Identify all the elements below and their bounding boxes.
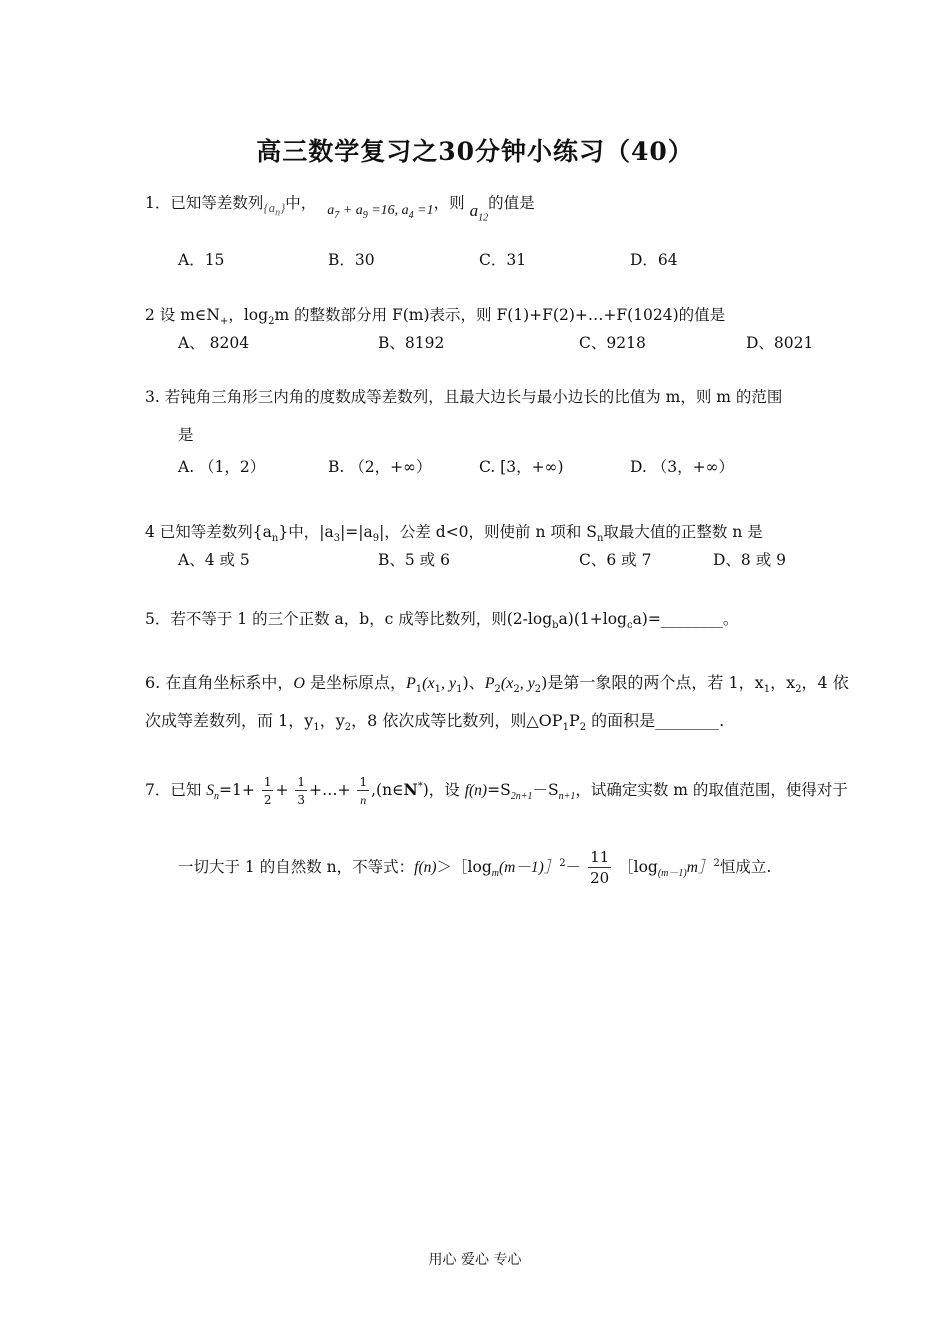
option-b: B、5 或 6 — [378, 551, 450, 569]
page-footer: 用心 爱心 专心 — [428, 1252, 522, 1268]
question-3-line-2: 是 — [178, 426, 194, 444]
option-b: B. （2，+∞） — [328, 458, 432, 476]
question-2: 2 设 $m\in N_+$，$\log_2m$ 的整数部分用 F(m)表示，则 F(1)+F(2)+…+F(1024)的值是 — [145, 306, 726, 328]
option-b: B、8192 — [378, 334, 445, 352]
option-c: C．31 — [479, 251, 527, 269]
option-d: D、8021 — [746, 334, 814, 352]
question-6-line-2: 次成等差数列，而 1，$y_1$，$y_2$，8 依次成等比数列，则$\triangle OP_1P_2$ 的面积是________. — [145, 711, 725, 734]
option-c: C、6 或 7 — [579, 551, 652, 569]
question-5: 5．若不等于 1 的三个正数 a，b，c 成等比数列，则$(2-\log_ba)(1+\log_ca)=\_\_\_\_\_\_\_\_$。 — [145, 610, 739, 632]
question-3-line-1: 3. 若钝角三角形三内角的度数成等差数列，且最大边长与最小边长的比值为 m，则 m 的范围 — [145, 388, 783, 406]
fraction-one-third: $\frac{1}{3}$ — [297, 775, 306, 807]
option-a: A、 8204 — [178, 334, 250, 352]
option-c: C、9218 — [579, 334, 646, 352]
question-6-line-1: 6. 在直角坐标系中，O 是坐标原点，$P_1(x_1$, $y_1$)、$P_2(x_2$, $y_2$)是第一象限的两个点，若 1，$x_1$，$x_2$，4 依 — [145, 673, 849, 696]
option-d: D．64 — [630, 251, 678, 269]
question-text: 的值是 — [488, 194, 535, 212]
sequence-notation: {an} — [263, 200, 286, 219]
question-4: 4 已知等差数列$\{a_n\}$中，$|a_3|=|a_9|$，公差 d<0，则使前 n 项和 $S_n$取最大值的正整数 n 是 — [145, 523, 763, 545]
question-number: 1． — [145, 194, 171, 212]
question-1 — [145, 191, 535, 223]
option-b: B．30 — [328, 251, 375, 269]
question-7-line-2: 一切大于 1 的自然数 n，不等式：$f(n)>[\log_m(m-1)]^2-$ $\frac{11}{20}$ $[\log_{(m-1)}m]^2$恒成立. — [178, 848, 772, 887]
page-title: 高三数学复习之30分钟小练习（40） — [256, 137, 694, 166]
option-a: A．15 — [178, 251, 225, 269]
question-text: 已知等差数列 — [170, 194, 264, 212]
option-c: C. [3，+∞) — [479, 458, 564, 476]
option-a: A、4 或 5 — [178, 551, 250, 569]
question-text: ，则 — [433, 194, 465, 212]
option-a: A. （1，2） — [178, 458, 266, 476]
condition-formula: $a_7 + a_9 =16$, $a_4 =1$ — [327, 203, 434, 221]
question-text: 中， — [285, 194, 317, 212]
option-d: D、8 或 9 — [713, 551, 787, 569]
option-d: D. （3，+∞） — [630, 458, 734, 476]
fraction-one-over-n: $\frac{1}{n}$ — [359, 775, 368, 807]
question-7-line-1: 7．已知 $S_n=1+$ $\frac{1}{2}$ + $\frac{1}{3}$ +…+ $\frac{1}{n}$ ,(n∈N*)，设 $f(n)=S_{2n+1}-S_{n+1}$，试确定实数 m 的取值范围，使得对于 — [145, 775, 848, 807]
fraction-one-half: $\frac{1}{2}$ — [263, 775, 272, 807]
fraction-eleven-twentieths: $\frac{11}{20}$ — [590, 848, 610, 887]
target-term: $a_{12}$ — [469, 201, 489, 224]
